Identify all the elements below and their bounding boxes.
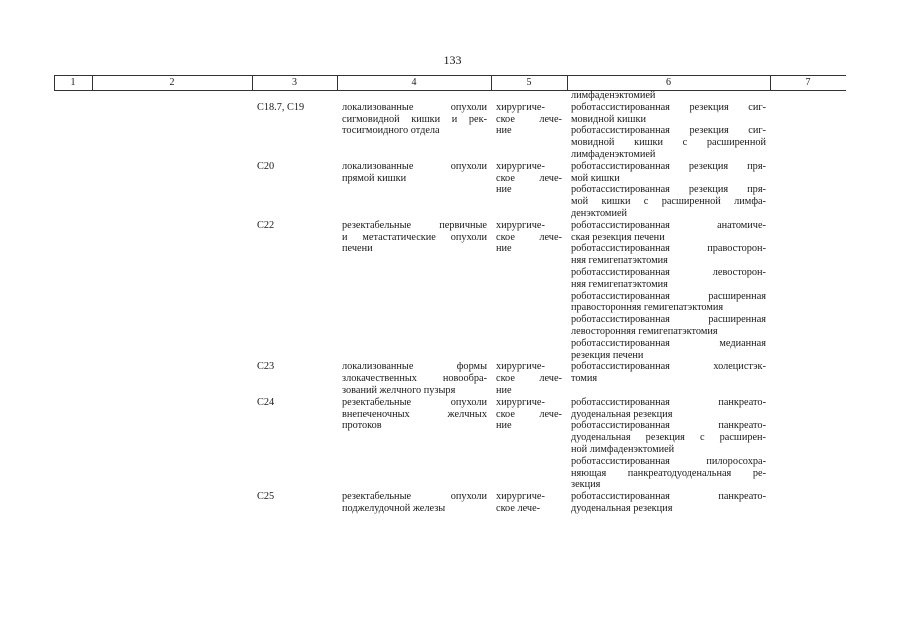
method-line: ская резекция печени xyxy=(571,231,665,243)
diagnosis-description-line: локализованные формы xyxy=(342,361,487,373)
method-line: роботассистированная анатомиче- xyxy=(571,219,766,231)
treatment-type xyxy=(496,220,562,255)
method-entry xyxy=(571,184,766,219)
column-number-3: 3 xyxy=(292,77,297,88)
treatment-type-line: ние xyxy=(496,420,512,432)
table-row xyxy=(54,161,846,220)
table-header-row xyxy=(54,75,846,91)
method-line: дуоденальная резекция xyxy=(571,408,673,420)
method-line: роботассистированная панкреато- xyxy=(571,396,766,408)
treatment-methods xyxy=(571,491,766,515)
treatment-type-line: ние xyxy=(496,184,512,196)
method-line: мовидной кишки с расширенной xyxy=(571,137,766,149)
method-entry xyxy=(571,267,766,291)
treatment-type-line: ское лече- xyxy=(496,502,541,514)
method-entry xyxy=(571,243,766,267)
treatment-type-line: ское лече- xyxy=(496,172,562,184)
diagnosis-description-line: печени xyxy=(342,243,373,255)
method-line: мой кишки с расширенной лимфа- xyxy=(571,196,766,208)
diagnosis-description-line: прямой кишки xyxy=(342,172,407,184)
treatment-type xyxy=(496,491,562,515)
method-line: левосторонняя гемигепатэктомия xyxy=(571,325,718,337)
diagnosis-description-line: внепеченочных желчных xyxy=(342,408,487,420)
method-entry xyxy=(571,291,766,315)
diagnosis-description xyxy=(342,361,487,396)
icd-code: C23 xyxy=(257,361,275,373)
treatment-type-line: ние xyxy=(496,384,512,396)
column-number-2: 2 xyxy=(169,77,175,88)
method-line: роботассистированная расширенная xyxy=(571,314,766,326)
method-line: резекция печени xyxy=(571,349,644,361)
treatment-type-line: хирургиче- xyxy=(496,491,545,503)
method-line: роботассистированная пилоросохра- xyxy=(571,455,766,467)
method-entry xyxy=(571,161,766,185)
method-entry xyxy=(571,90,766,102)
treatment-methods xyxy=(571,220,766,362)
column-number-1: 1 xyxy=(70,77,76,88)
method-line: лимфаденэктомией xyxy=(571,148,656,160)
method-line: денэктомией xyxy=(571,207,628,219)
treatment-type-line: ское лече- xyxy=(496,408,562,420)
treatment-methods xyxy=(571,397,766,491)
method-entry xyxy=(571,314,766,338)
treatment-type xyxy=(496,361,562,396)
method-line: няющая панкреатодуоденальная ре- xyxy=(571,467,766,479)
diagnosis-description-line: зований желчного пузыря xyxy=(342,384,456,396)
treatment-methods xyxy=(571,102,766,161)
method-line: няя гемигепатэктомия xyxy=(571,278,668,290)
treatment-methods xyxy=(571,90,766,102)
table-row xyxy=(54,90,846,102)
method-line: роботассистированная резекция пря- xyxy=(571,160,766,172)
diagnosis-description xyxy=(342,220,487,255)
icd-code: C18.7, C19 xyxy=(257,101,305,113)
treatment-type-line: хирургиче- xyxy=(496,361,545,373)
treatment-methods xyxy=(571,161,766,220)
diagnosis-description-line: протоков xyxy=(342,420,382,432)
column-number-7: 7 xyxy=(805,77,811,88)
diagnosis-description-line: локализованные опухоли xyxy=(342,101,487,113)
table-row xyxy=(54,361,846,396)
treatment-type-line: ское лече- xyxy=(496,373,562,385)
diagnosis-description-line: локализованные опухоли xyxy=(342,160,487,172)
table-row xyxy=(54,397,846,491)
diagnosis-description-line: и метастатические опухоли xyxy=(342,231,487,243)
treatment-type xyxy=(496,397,562,432)
diagnosis-description xyxy=(342,397,487,432)
method-line: роботассистированная медианная xyxy=(571,337,766,349)
diagnosis-description xyxy=(342,161,487,185)
method-entry xyxy=(571,220,766,244)
method-line: зекция xyxy=(571,479,601,491)
method-line: дуоденальная резекция с расширен- xyxy=(571,432,766,444)
treatment-type-line: хирургиче- xyxy=(496,160,545,172)
method-line: няя гемигепатэктомия xyxy=(571,255,668,267)
treatment-type-line: ское лече- xyxy=(496,231,562,243)
diagnosis-description-line: тосигмоидного отдела xyxy=(342,125,440,137)
treatment-type xyxy=(496,161,562,196)
diagnosis-description-line: резектабельные опухоли xyxy=(342,396,487,408)
treatment-type-line: ние xyxy=(496,243,512,255)
method-entry xyxy=(571,420,766,455)
method-line: роботассистированная левосторон- xyxy=(571,266,766,278)
icd-code: C20 xyxy=(257,160,275,172)
method-line: томия xyxy=(571,373,598,385)
method-line: правосторонняя гемигепатэктомия xyxy=(571,302,724,314)
table-row xyxy=(54,102,846,161)
diagnosis-description xyxy=(342,102,487,137)
method-line: роботассистированная правосторон- xyxy=(571,243,766,255)
treatment-type xyxy=(496,102,562,137)
method-entry xyxy=(571,456,766,491)
method-entry xyxy=(571,338,766,362)
treatment-methods xyxy=(571,361,766,385)
icd-code: C24 xyxy=(257,396,275,408)
method-entry xyxy=(571,361,766,385)
method-line: роботассистированная холецистэк- xyxy=(571,361,766,373)
method-line: дуоденальная резекция xyxy=(571,502,673,514)
method-entry xyxy=(571,102,766,126)
diagnosis-description-line: резектабельные первичные xyxy=(342,219,487,231)
column-number-6: 6 xyxy=(666,77,671,88)
method-line: роботассистированная панкреато- xyxy=(571,420,766,432)
method-line: роботассистированная резекция сиг- xyxy=(571,125,766,137)
treatment-type-line: ское лече- xyxy=(496,113,562,125)
diagnosis-description-line: злокачественных новообра- xyxy=(342,373,487,385)
method-entry xyxy=(571,491,766,515)
treatment-type-line: хирургиче- xyxy=(496,219,545,231)
method-line: роботассистированная панкреато- xyxy=(571,491,766,503)
method-line: мовидной кишки xyxy=(571,113,646,125)
treatment-type-line: хирургиче- xyxy=(496,396,545,408)
column-number-5: 5 xyxy=(526,77,532,88)
diagnosis-description-line: сигмовидной кишки и рек- xyxy=(342,113,487,125)
treatment-type-line: хирургиче- xyxy=(496,101,545,113)
method-entry xyxy=(571,397,766,421)
diagnosis-description-line: поджелудочной железы xyxy=(342,502,446,514)
method-entry xyxy=(571,125,766,160)
icd-code: C22 xyxy=(257,219,275,231)
table-row xyxy=(54,220,846,362)
method-line: роботассистированная расширенная xyxy=(571,290,766,302)
page-number: 133 xyxy=(443,53,462,67)
table-row xyxy=(54,491,846,515)
diagnosis-description-line: резектабельные опухоли xyxy=(342,491,487,503)
method-line: роботассистированная резекция пря- xyxy=(571,184,766,196)
method-line: мой кишки xyxy=(571,172,620,184)
method-line: лимфаденэктомией xyxy=(571,90,656,101)
column-number-4: 4 xyxy=(411,77,417,88)
method-line: ной лимфаденэктомией xyxy=(571,443,675,455)
diagnosis-description xyxy=(342,491,487,515)
treatment-type-line: ние xyxy=(496,125,512,137)
method-line: роботассистированная резекция сиг- xyxy=(571,101,766,113)
icd-code: C25 xyxy=(257,491,275,503)
